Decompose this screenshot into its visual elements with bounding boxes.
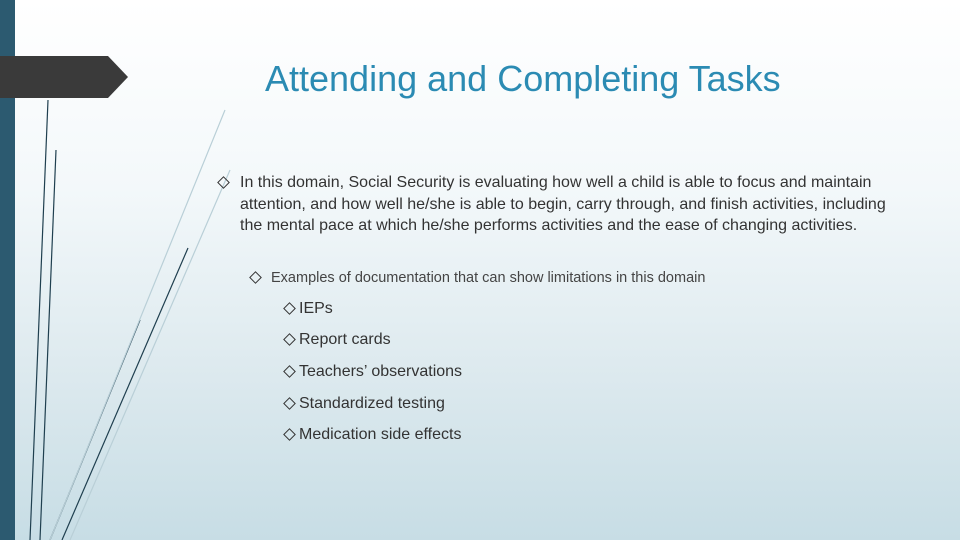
page-title: Attending and Completing Tasks: [265, 58, 781, 99]
title-tab-arrow: [0, 56, 128, 98]
diamond-icon: [283, 428, 296, 441]
list-item-text: Medication side effects: [299, 426, 462, 443]
list-item: [285, 298, 333, 320]
main-bullet: [219, 172, 899, 237]
diamond-icon: [283, 397, 296, 410]
list-item-text: Report cards: [299, 331, 391, 348]
diamond-icon: [283, 333, 296, 346]
list-item: [285, 393, 445, 415]
list-item: [285, 329, 391, 351]
list-item: [285, 361, 462, 383]
list-item: [285, 424, 461, 446]
main-bullet-text: In this domain, Social Security is evaluating how well a child is able to focus and maintain attention, and how well he/she is able to begin, carry through, and finish activities, including the mental pace at which he/she performs activities and the ease of changing activities.: [240, 174, 886, 234]
sub-bullet: [251, 268, 871, 288]
diamond-icon: [283, 302, 296, 315]
sub-bullet-text: Examples of documentation that can show limitations in this domain: [271, 270, 706, 286]
diamond-icon: [249, 271, 262, 284]
list-item-text: IEPs: [299, 300, 333, 317]
list-item-text: Standardized testing: [299, 395, 445, 412]
diamond-icon: [283, 365, 296, 378]
diamond-icon: [217, 176, 230, 189]
list-item-text: Teachers’ observations: [299, 363, 463, 380]
